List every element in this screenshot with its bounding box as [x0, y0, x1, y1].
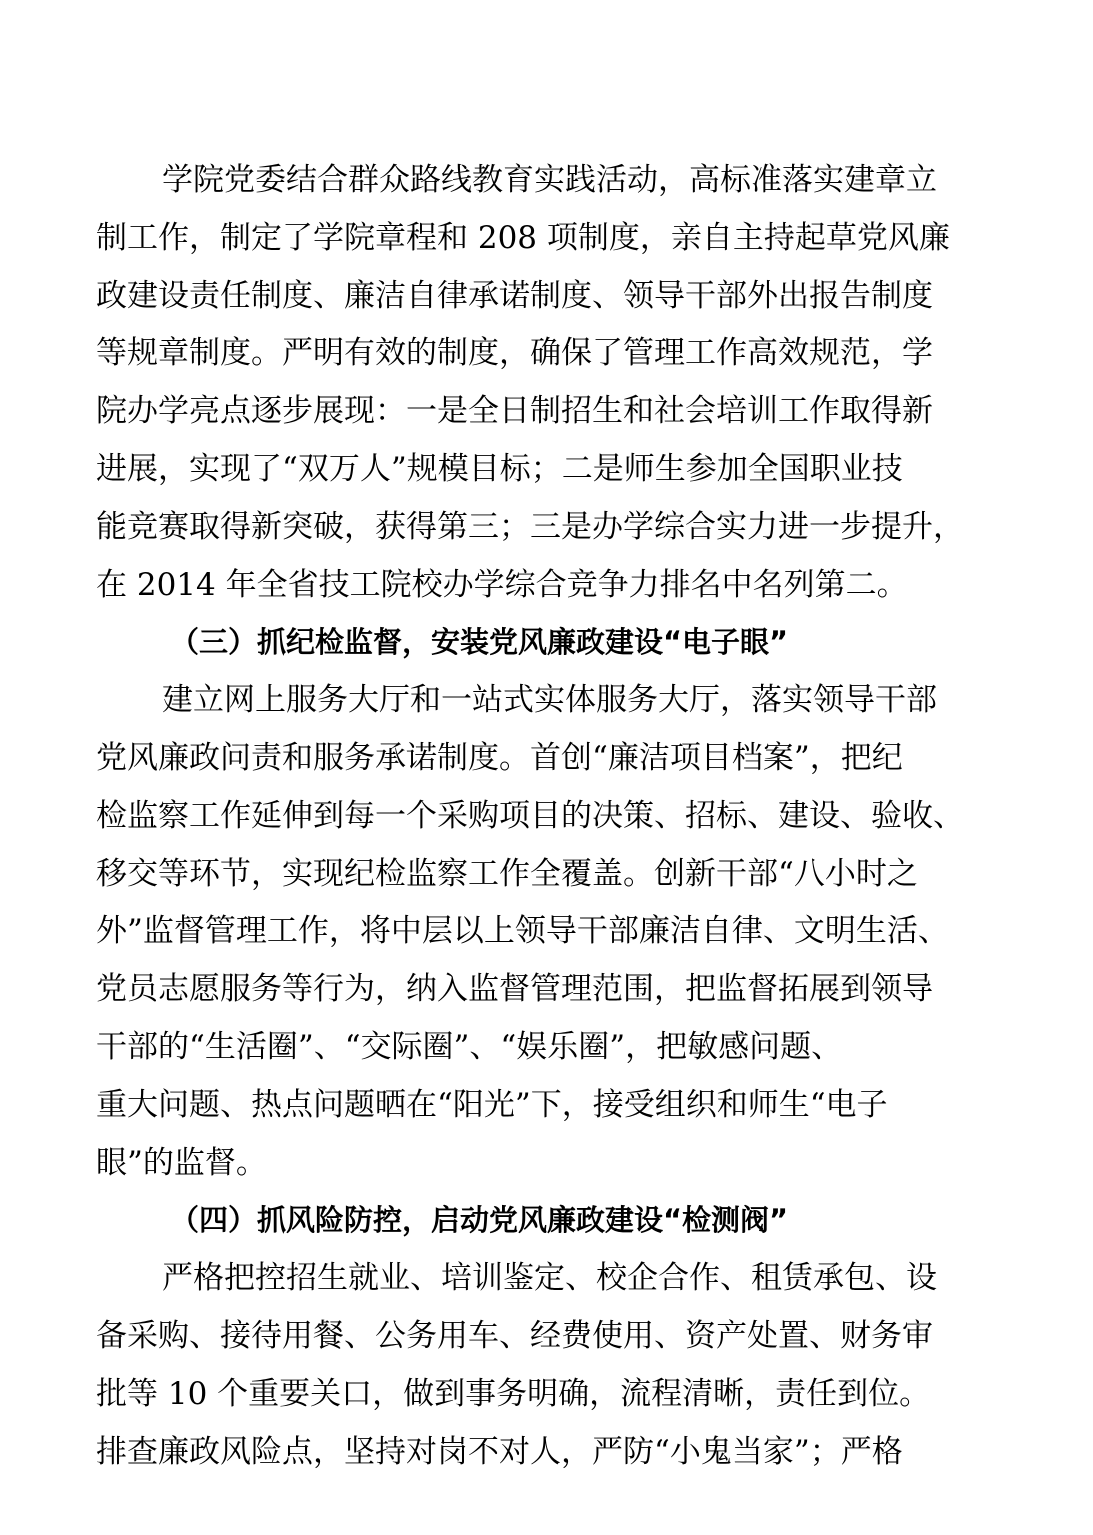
- text-line: 备采购、接待用餐、公务用车、经费使用、资产处置、财务审: [96, 1317, 933, 1354]
- text-line: 政建设责任制度、廉洁自律承诺制度、领导干部外出报告制度: [96, 277, 933, 314]
- text-line: 外”监督管理工作，将中层以上领导干部廉洁自律、文明生活、: [96, 913, 949, 950]
- text-line: 检监察工作延伸到每一个采购项目的决策、招标、建设、验收、: [96, 797, 964, 834]
- text-line: 干部的“生活圈”、“交际圈”、“娱乐圈”，把敏感问题、: [96, 1028, 843, 1065]
- text-line: 批等 10 个重要关口，做到事务明确，流程清晰，责任到位。: [96, 1375, 931, 1412]
- text-line: 党风廉政问责和服务承诺制度。首创“廉洁项目档案”，把纪: [96, 739, 903, 776]
- paragraph-2: [96, 672, 1031, 1192]
- text-line: 严格把控招生就业、培训鉴定、校企合作、租赁承包、设: [162, 1260, 937, 1297]
- text-line: 等规章制度。严明有效的制度，确保了管理工作高效规范，学: [96, 335, 933, 372]
- text-line: 党员志愿服务等行为，纳入监督管理范围，把监督拓展到领导: [96, 971, 933, 1008]
- text-line: 进展，实现了“双万人”规模目标；二是师生参加全国职业技: [96, 450, 903, 487]
- paragraph-1: [96, 152, 1031, 614]
- text-line: 重大问题、热点问题晒在“阳光”下，接受组织和师生“电子: [96, 1086, 888, 1123]
- text-line: 移交等环节，实现纪检监察工作全覆盖。创新干部“八小时之: [96, 855, 918, 892]
- text-line: 制工作，制定了学院章程和 208 项制度，亲自主持起草党风廉: [96, 219, 950, 256]
- section-heading-3: （三）抓纪检监督，安装党风廉政建设“电子眼”: [170, 625, 789, 660]
- text-line: 建立网上服务大厅和一站式实体服务大厅，落实领导干部: [162, 682, 937, 719]
- section-heading-4: （四）抓风险防控，启动党风廉政建设“检测阀”: [170, 1203, 789, 1238]
- text-line: 学院党委结合群众路线教育实践活动，高标准落实建章立: [162, 162, 937, 198]
- text-line: 眼”的监督。: [96, 1144, 267, 1181]
- text-line: 排查廉政风险点，坚持对岗不对人，严防“小鬼当家”；严格: [96, 1433, 903, 1470]
- paragraph-3: [96, 1250, 1031, 1481]
- text-line: 能竞赛取得新突破，获得第三；三是办学综合实力进一步提升，: [96, 508, 964, 545]
- text-line: 院办学亮点逐步展现：一是全日制招生和社会培训工作取得新: [96, 393, 933, 430]
- text-line: 在 2014 年全省技工院校办学综合竞争力排名中名列第二。: [96, 566, 908, 603]
- document-body: [96, 152, 1031, 1481]
